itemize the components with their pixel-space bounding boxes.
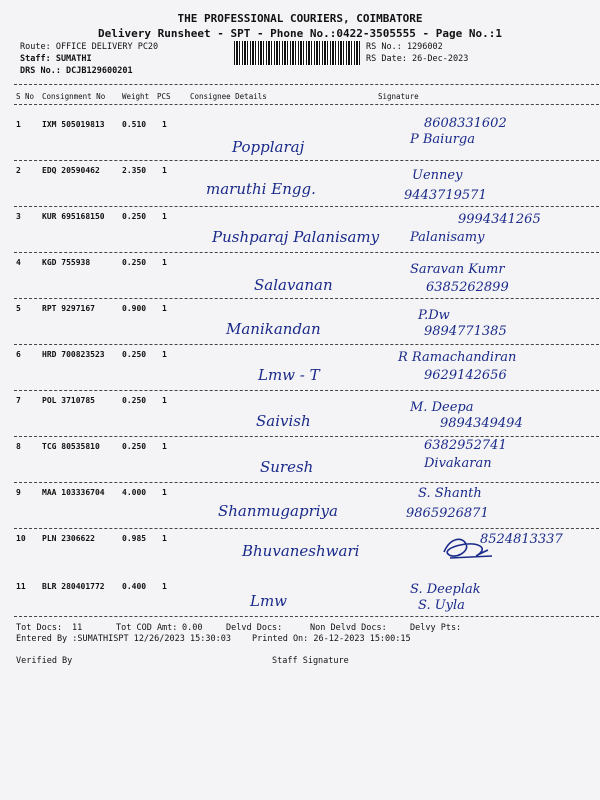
row-signature-line2: 9865926871 [406, 506, 489, 521]
staff-label: Staff: SUMATHI [20, 54, 92, 64]
row-sno: 7 [16, 396, 21, 405]
divider [14, 616, 599, 617]
tot-cod-value: 0.00 [182, 623, 203, 633]
row-sno: 11 [16, 582, 26, 591]
row-consignee: Salavanan [254, 276, 333, 294]
row-signature-line2: Palanisamy [410, 230, 485, 245]
staff-signature-label: Staff Signature [272, 656, 349, 666]
row-weight: 0.250 [122, 212, 147, 221]
row-signature-line2: 6385262899 [426, 280, 509, 295]
row-weight: 0.250 [122, 396, 147, 405]
row-signature-line2: P Baiurga [410, 132, 475, 147]
row-weight: 0.250 [122, 350, 147, 359]
row-signature-line1: S. Deeplak [410, 582, 481, 597]
row-weight: 2.350 [122, 166, 147, 175]
row-signature-line1: 8524813337 [480, 532, 563, 547]
row-signature-line1: Saravan Kumr [410, 262, 505, 277]
table-row [0, 534, 600, 580]
divider [14, 298, 599, 299]
tot-docs-label: Tot Docs: [16, 623, 63, 633]
row-signature-line1: 6382952741 [424, 438, 507, 453]
row-consignment: POL 3710785 [42, 396, 95, 405]
row-consignee: Pushparaj Palanisamy [212, 228, 380, 246]
route-label: Route: OFFICE DELIVERY PC20 [20, 42, 159, 52]
divider [14, 482, 599, 483]
row-consignment: PLN 2306622 [42, 534, 95, 543]
row-sno: 3 [16, 212, 21, 221]
divider [14, 84, 599, 85]
row-weight: 4.000 [122, 488, 147, 497]
row-consignee: Bhuvaneshwari [242, 542, 360, 560]
row-sno: 8 [16, 442, 21, 451]
tot-cod-label: Tot COD Amt: [116, 623, 178, 633]
row-signature-line2: 9894349494 [440, 416, 523, 431]
rs-number: RS No.: 1296002 [366, 42, 443, 52]
row-pcs: 1 [162, 120, 167, 129]
row-signature-line1: Uenney [412, 168, 463, 183]
row-consignment: TCG 80535810 [42, 442, 100, 451]
row-pcs: 1 [162, 534, 167, 543]
row-consignee: Lmw [250, 592, 288, 610]
verified-by-label: Verified By [16, 656, 73, 666]
row-signature-line2: Divakaran [424, 456, 492, 471]
divider [14, 436, 599, 437]
row-consignment: EDQ 20590462 [42, 166, 100, 175]
row-signature-line2: 9443719571 [404, 188, 487, 203]
row-pcs: 1 [162, 350, 167, 359]
row-consignment: KGD 755938 [42, 258, 91, 267]
printed-on: Printed On: 26-12-2023 15:00:15 [252, 634, 411, 644]
row-consignee: Saivish [256, 412, 311, 430]
row-signature-line1: R Ramachandiran [398, 350, 517, 365]
col-header-weight: Weight [122, 92, 150, 101]
row-signature-line1: S. Shanth [418, 486, 482, 501]
row-signature-line1: P.Dw [418, 308, 450, 323]
drs-number: DRS No.: DCJB129600201 [20, 66, 133, 76]
row-sno: 1 [16, 120, 21, 129]
divider [14, 160, 599, 161]
company-title: THE PROFESSIONAL COURIERS, COIMBATORE [177, 12, 423, 25]
col-header-signature: Signature [378, 92, 419, 101]
row-pcs: 1 [162, 488, 167, 497]
non-delvd-docs-label: Non Delvd Docs: [310, 623, 387, 633]
delvy-pts-label: Delvy Pts: [410, 623, 462, 633]
row-weight: 0.900 [122, 304, 147, 313]
row-signature-line2: S. Uyla [418, 598, 465, 613]
row-consignee: Popplaraj [232, 138, 305, 156]
col-header-consignment: Consignment No [42, 92, 106, 101]
row-consignment: BLR 280401772 [42, 582, 105, 591]
barcode-image [234, 41, 360, 65]
row-weight: 0.985 [122, 534, 147, 543]
row-consignment: HRD 700823523 [42, 350, 105, 359]
divider [14, 252, 599, 253]
row-sno: 4 [16, 258, 21, 267]
row-signature-line1: 9994341265 [458, 212, 541, 227]
divider [14, 104, 599, 105]
row-signature-line2: 9894771385 [424, 324, 507, 339]
row-weight: 0.400 [122, 582, 147, 591]
row-consignment: RPT 9297167 [42, 304, 95, 313]
row-consignment: IXM 505019813 [42, 120, 105, 129]
row-sno: 10 [16, 534, 26, 543]
row-pcs: 1 [162, 582, 167, 591]
row-sno: 9 [16, 488, 21, 497]
tot-docs-value: 11 [72, 623, 83, 633]
row-signature-line2: 9629142656 [424, 368, 507, 383]
signature-scribble [440, 530, 498, 564]
rs-date: RS Date: 26-Dec-2023 [366, 54, 469, 64]
row-consignee: Suresh [260, 458, 314, 476]
row-sno: 6 [16, 350, 21, 359]
row-sno: 2 [16, 166, 21, 175]
col-header-pcs: PCS [157, 92, 171, 101]
row-consignee: Manikandan [226, 320, 321, 338]
row-pcs: 1 [162, 396, 167, 405]
row-signature-line1: 8608331602 [424, 116, 507, 131]
col-header-sno: S No [16, 92, 35, 101]
divider [14, 528, 599, 529]
col-header-consignee: Consignee Details [190, 92, 267, 101]
runsheet-subtitle: Delivery Runsheet - SPT - Phone No.:0422-3505555 - Page No.:1 [98, 27, 502, 40]
row-weight: 0.250 [122, 442, 147, 451]
row-consignment: MAA 103336704 [42, 488, 105, 497]
row-pcs: 1 [162, 304, 167, 313]
row-consignee: Shanmugapriya [218, 502, 338, 520]
row-consignment: KUR 695168150 [42, 212, 105, 221]
row-pcs: 1 [162, 212, 167, 221]
divider [14, 390, 599, 391]
delvd-docs-label: Delvd Docs: [226, 623, 283, 633]
row-weight: 0.250 [122, 258, 147, 267]
divider [14, 206, 599, 207]
row-pcs: 1 [162, 166, 167, 175]
entered-by: Entered By :SUMATHISPT 12/26/2023 15:30:03 [16, 634, 231, 644]
row-sno: 5 [16, 304, 21, 313]
row-weight: 0.510 [122, 120, 147, 129]
row-pcs: 1 [162, 258, 167, 267]
row-signature-line1: M. Deepa [410, 400, 474, 415]
row-pcs: 1 [162, 442, 167, 451]
table-row [0, 582, 600, 628]
divider [14, 344, 599, 345]
row-consignee: Lmw - T [258, 366, 320, 384]
row-consignee: maruthi Engg. [206, 180, 316, 198]
